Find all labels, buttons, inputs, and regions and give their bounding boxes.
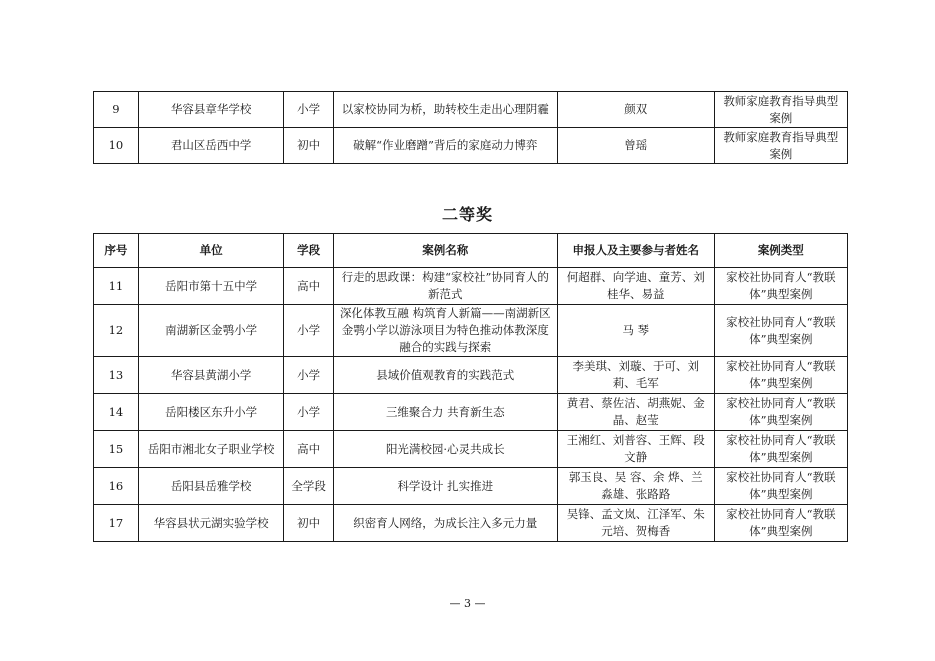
cell-stage: 初中	[284, 505, 333, 542]
cell-type: 教师家庭教育指导典型案例	[714, 128, 847, 164]
cell-stage: 初中	[284, 128, 333, 164]
cell-case-name: 织密育人网络，为成长注入多元力量	[333, 505, 557, 542]
cell-people: 何超群、向学迪、童芳、刘桂华、易益	[557, 268, 714, 305]
cell-no: 11	[94, 268, 139, 305]
first-prize-table-continued	[93, 91, 848, 164]
header-type: 案例类型	[714, 234, 847, 268]
page-number: — 3 —	[449, 597, 486, 610]
table-row	[94, 92, 848, 128]
cell-people: 吴锋、孟文岚、江泽军、朱元培、贺梅香	[557, 505, 714, 542]
cell-unit: 南湖新区金鹗小学	[138, 305, 284, 357]
cell-case-name: 深化体教互融 构筑育人新篇——南湖新区金鹗小学以游泳项目为特色推动体教深度融合的实践与探索	[333, 305, 557, 357]
cell-no: 15	[94, 431, 139, 468]
header-no: 序号	[94, 234, 139, 268]
header-stage: 学段	[284, 234, 333, 268]
cell-no: 13	[94, 357, 139, 394]
header-case-name: 案例名称	[333, 234, 557, 268]
header-people: 申报人及主要参与者姓名	[557, 234, 714, 268]
table-row	[94, 357, 848, 394]
cell-no: 10	[94, 128, 139, 164]
cell-unit: 岳阳县岳雅学校	[138, 468, 284, 505]
table-header-row	[94, 234, 848, 268]
cell-people: 黄君、蔡佐洁、胡燕妮、金晶、赵莹	[557, 394, 714, 431]
cell-case-name: 县域价值观教育的实践范式	[333, 357, 557, 394]
cell-people: 王湘红、刘普容、王辉、段文静	[557, 431, 714, 468]
cell-people: 李美琪、刘璇、于可、刘莉、毛军	[557, 357, 714, 394]
table-row	[94, 431, 848, 468]
table-row	[94, 268, 848, 305]
cell-type: 家校社协同育人“教联体”典型案例	[714, 394, 847, 431]
cell-stage: 小学	[284, 394, 333, 431]
cell-type: 家校社协同育人“教联体”典型案例	[714, 268, 847, 305]
cell-case-name: 行走的思政课：构建“家校社”协同育人的新范式	[333, 268, 557, 305]
cell-no: 9	[94, 92, 139, 128]
cell-no: 17	[94, 505, 139, 542]
table-row	[94, 394, 848, 431]
cell-unit: 岳阳市第十五中学	[138, 268, 284, 305]
cell-case-name: 破解“作业磨蹭”背后的家庭动力博弈	[333, 128, 557, 164]
cell-case-name: 科学设计 扎实推进	[333, 468, 557, 505]
cell-stage: 小学	[284, 357, 333, 394]
cell-people: 马 琴	[557, 305, 714, 357]
cell-stage: 高中	[284, 268, 333, 305]
cell-stage: 小学	[284, 92, 333, 128]
cell-unit: 华容县章华学校	[138, 92, 284, 128]
cell-people: 颜双	[557, 92, 714, 128]
cell-no: 12	[94, 305, 139, 357]
cell-stage: 小学	[284, 305, 333, 357]
cell-no: 14	[94, 394, 139, 431]
second-prize-table	[93, 233, 848, 542]
cell-case-name: 以家校协同为桥，助转校生走出心理阴霾	[333, 92, 557, 128]
header-unit: 单位	[138, 234, 284, 268]
table-row	[94, 305, 848, 357]
cell-no: 16	[94, 468, 139, 505]
table-row	[94, 128, 848, 164]
cell-case-name: 三维聚合力 共育新生态	[333, 394, 557, 431]
cell-stage: 全学段	[284, 468, 333, 505]
cell-type: 教师家庭教育指导典型案例	[714, 92, 847, 128]
table-row	[94, 505, 848, 542]
cell-unit: 岳阳楼区东升小学	[138, 394, 284, 431]
cell-type: 家校社协同育人“教联体”典型案例	[714, 468, 847, 505]
cell-stage: 高中	[284, 431, 333, 468]
cell-people: 曾瑶	[557, 128, 714, 164]
table-row	[94, 468, 848, 505]
cell-unit: 华容县状元湖实验学校	[138, 505, 284, 542]
cell-people: 郭玉良、吴 容、余 烨、兰淼雄、张路路	[557, 468, 714, 505]
cell-type: 家校社协同育人“教联体”典型案例	[714, 505, 847, 542]
cell-unit: 岳阳市湘北女子职业学校	[138, 431, 284, 468]
cell-type: 家校社协同育人“教联体”典型案例	[714, 431, 847, 468]
cell-case-name: 阳光满校园·心灵共成长	[333, 431, 557, 468]
cell-unit: 华容县黄湖小学	[138, 357, 284, 394]
cell-type: 家校社协同育人“教联体”典型案例	[714, 357, 847, 394]
section-title-second-prize: 二等奖	[441, 205, 493, 224]
cell-type: 家校社协同育人“教联体”典型案例	[714, 305, 847, 357]
cell-unit: 君山区岳西中学	[138, 128, 284, 164]
